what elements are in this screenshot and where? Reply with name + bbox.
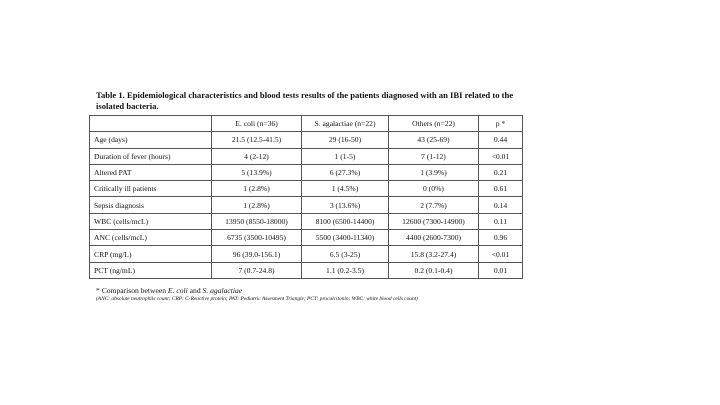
value-cell: 12600 (7300-14900) [389, 213, 479, 229]
row-label-cell: Critically ill patients [90, 181, 212, 197]
table-row [90, 132, 523, 148]
value-cell: 1.1 (0.2-3.5) [302, 262, 389, 278]
value-cell: 1 (4.5%) [302, 181, 389, 197]
value-cell: 6735 (3500-10495) [212, 230, 302, 246]
data-table [89, 115, 523, 279]
table-caption: Table 1. Epidemiological characteristics and blood tests results of the patients diagnosed with an IBI related to the isolated bacteria. [96, 90, 514, 111]
row-label-cell: Duration of fever (hours) [90, 148, 212, 164]
value-cell: 21.5 (12.5-41.5) [212, 132, 302, 148]
table-row [90, 164, 523, 180]
footnote-mid: and [187, 286, 203, 295]
value-cell: 0.11 [479, 213, 523, 229]
value-cell: 5500 (3400-11340) [302, 230, 389, 246]
value-cell: 6.5 (3-25) [302, 246, 389, 262]
value-cell: 8100 (6500-14400) [302, 213, 389, 229]
value-cell: 0.2 (0.1-0.4) [389, 262, 479, 278]
value-cell: 13950 (8550-18000) [212, 213, 302, 229]
value-cell: 43 (25-69) [389, 132, 479, 148]
value-cell: <0.01 [479, 148, 523, 164]
value-cell: 96 (39.0-156.1) [212, 246, 302, 262]
row-label-cell: PCT (ng/mL) [90, 262, 212, 278]
value-cell: 0 (0%) [389, 181, 479, 197]
value-cell: 1 (1-5) [302, 148, 389, 164]
row-label-cell: CRP (mg/L) [90, 246, 212, 262]
row-label-cell: Altered PAT [90, 164, 212, 180]
value-cell: 0.44 [479, 132, 523, 148]
value-cell: 4400 (2600-7300) [389, 230, 479, 246]
value-cell: 1 (2.8%) [212, 197, 302, 213]
table-row [90, 246, 523, 262]
value-cell: 0.21 [479, 164, 523, 180]
header-cell-p: p * [479, 116, 523, 132]
table-row [90, 213, 523, 229]
value-cell: 7 (0.7-24.8) [212, 262, 302, 278]
footnote-organism-1: E. coli [167, 286, 188, 295]
value-cell: 0.96 [479, 230, 523, 246]
value-cell: 1 (2.8%) [212, 181, 302, 197]
row-label-cell: WBC (cells/mcL) [90, 213, 212, 229]
row-label-cell: ANC (cells/mcL) [90, 230, 212, 246]
table-row [90, 197, 523, 213]
value-cell: 3 (13.6%) [302, 197, 389, 213]
value-cell: 29 (16-50) [302, 132, 389, 148]
value-cell: 4 (2-12) [212, 148, 302, 164]
table-header-row [90, 116, 523, 132]
value-cell: 0.01 [479, 262, 523, 278]
value-cell: 0.61 [479, 181, 523, 197]
header-cell-others: Others (n=22) [389, 116, 479, 132]
table-row [90, 230, 523, 246]
table-row [90, 148, 523, 164]
row-label-cell: Sepsis diagnosis [90, 197, 212, 213]
footnote-prefix: * Comparison between [96, 286, 168, 295]
header-cell-ecoli: E. coli (n=36) [212, 116, 302, 132]
value-cell: 1 (3.9%) [389, 164, 479, 180]
row-label-cell: Age (days) [90, 132, 212, 148]
value-cell: 15.8 (3.2-27.4) [389, 246, 479, 262]
value-cell: 2 (7.7%) [389, 197, 479, 213]
value-cell: 7 (1-12) [389, 148, 479, 164]
table-row [90, 181, 523, 197]
footnote-organism-2: S. agalactiae [202, 286, 243, 295]
abbreviations-note: (ANC: absolute neutrophils count; CRP: C-Reactive protein; PAT: Pediatric Assesment Triangle; PCT: procalcitonin; WBC: white blood cells count) [96, 296, 418, 302]
value-cell: 6 (27.3%) [302, 164, 389, 180]
header-cell-sagalactiae: S. agalactiae (n=22) [302, 116, 389, 132]
footnote [96, 286, 242, 295]
value-cell: <0.01 [479, 246, 523, 262]
table-row [90, 262, 523, 278]
header-cell-label [90, 116, 212, 132]
value-cell: 5 (13.9%) [212, 164, 302, 180]
value-cell: 0.14 [479, 197, 523, 213]
